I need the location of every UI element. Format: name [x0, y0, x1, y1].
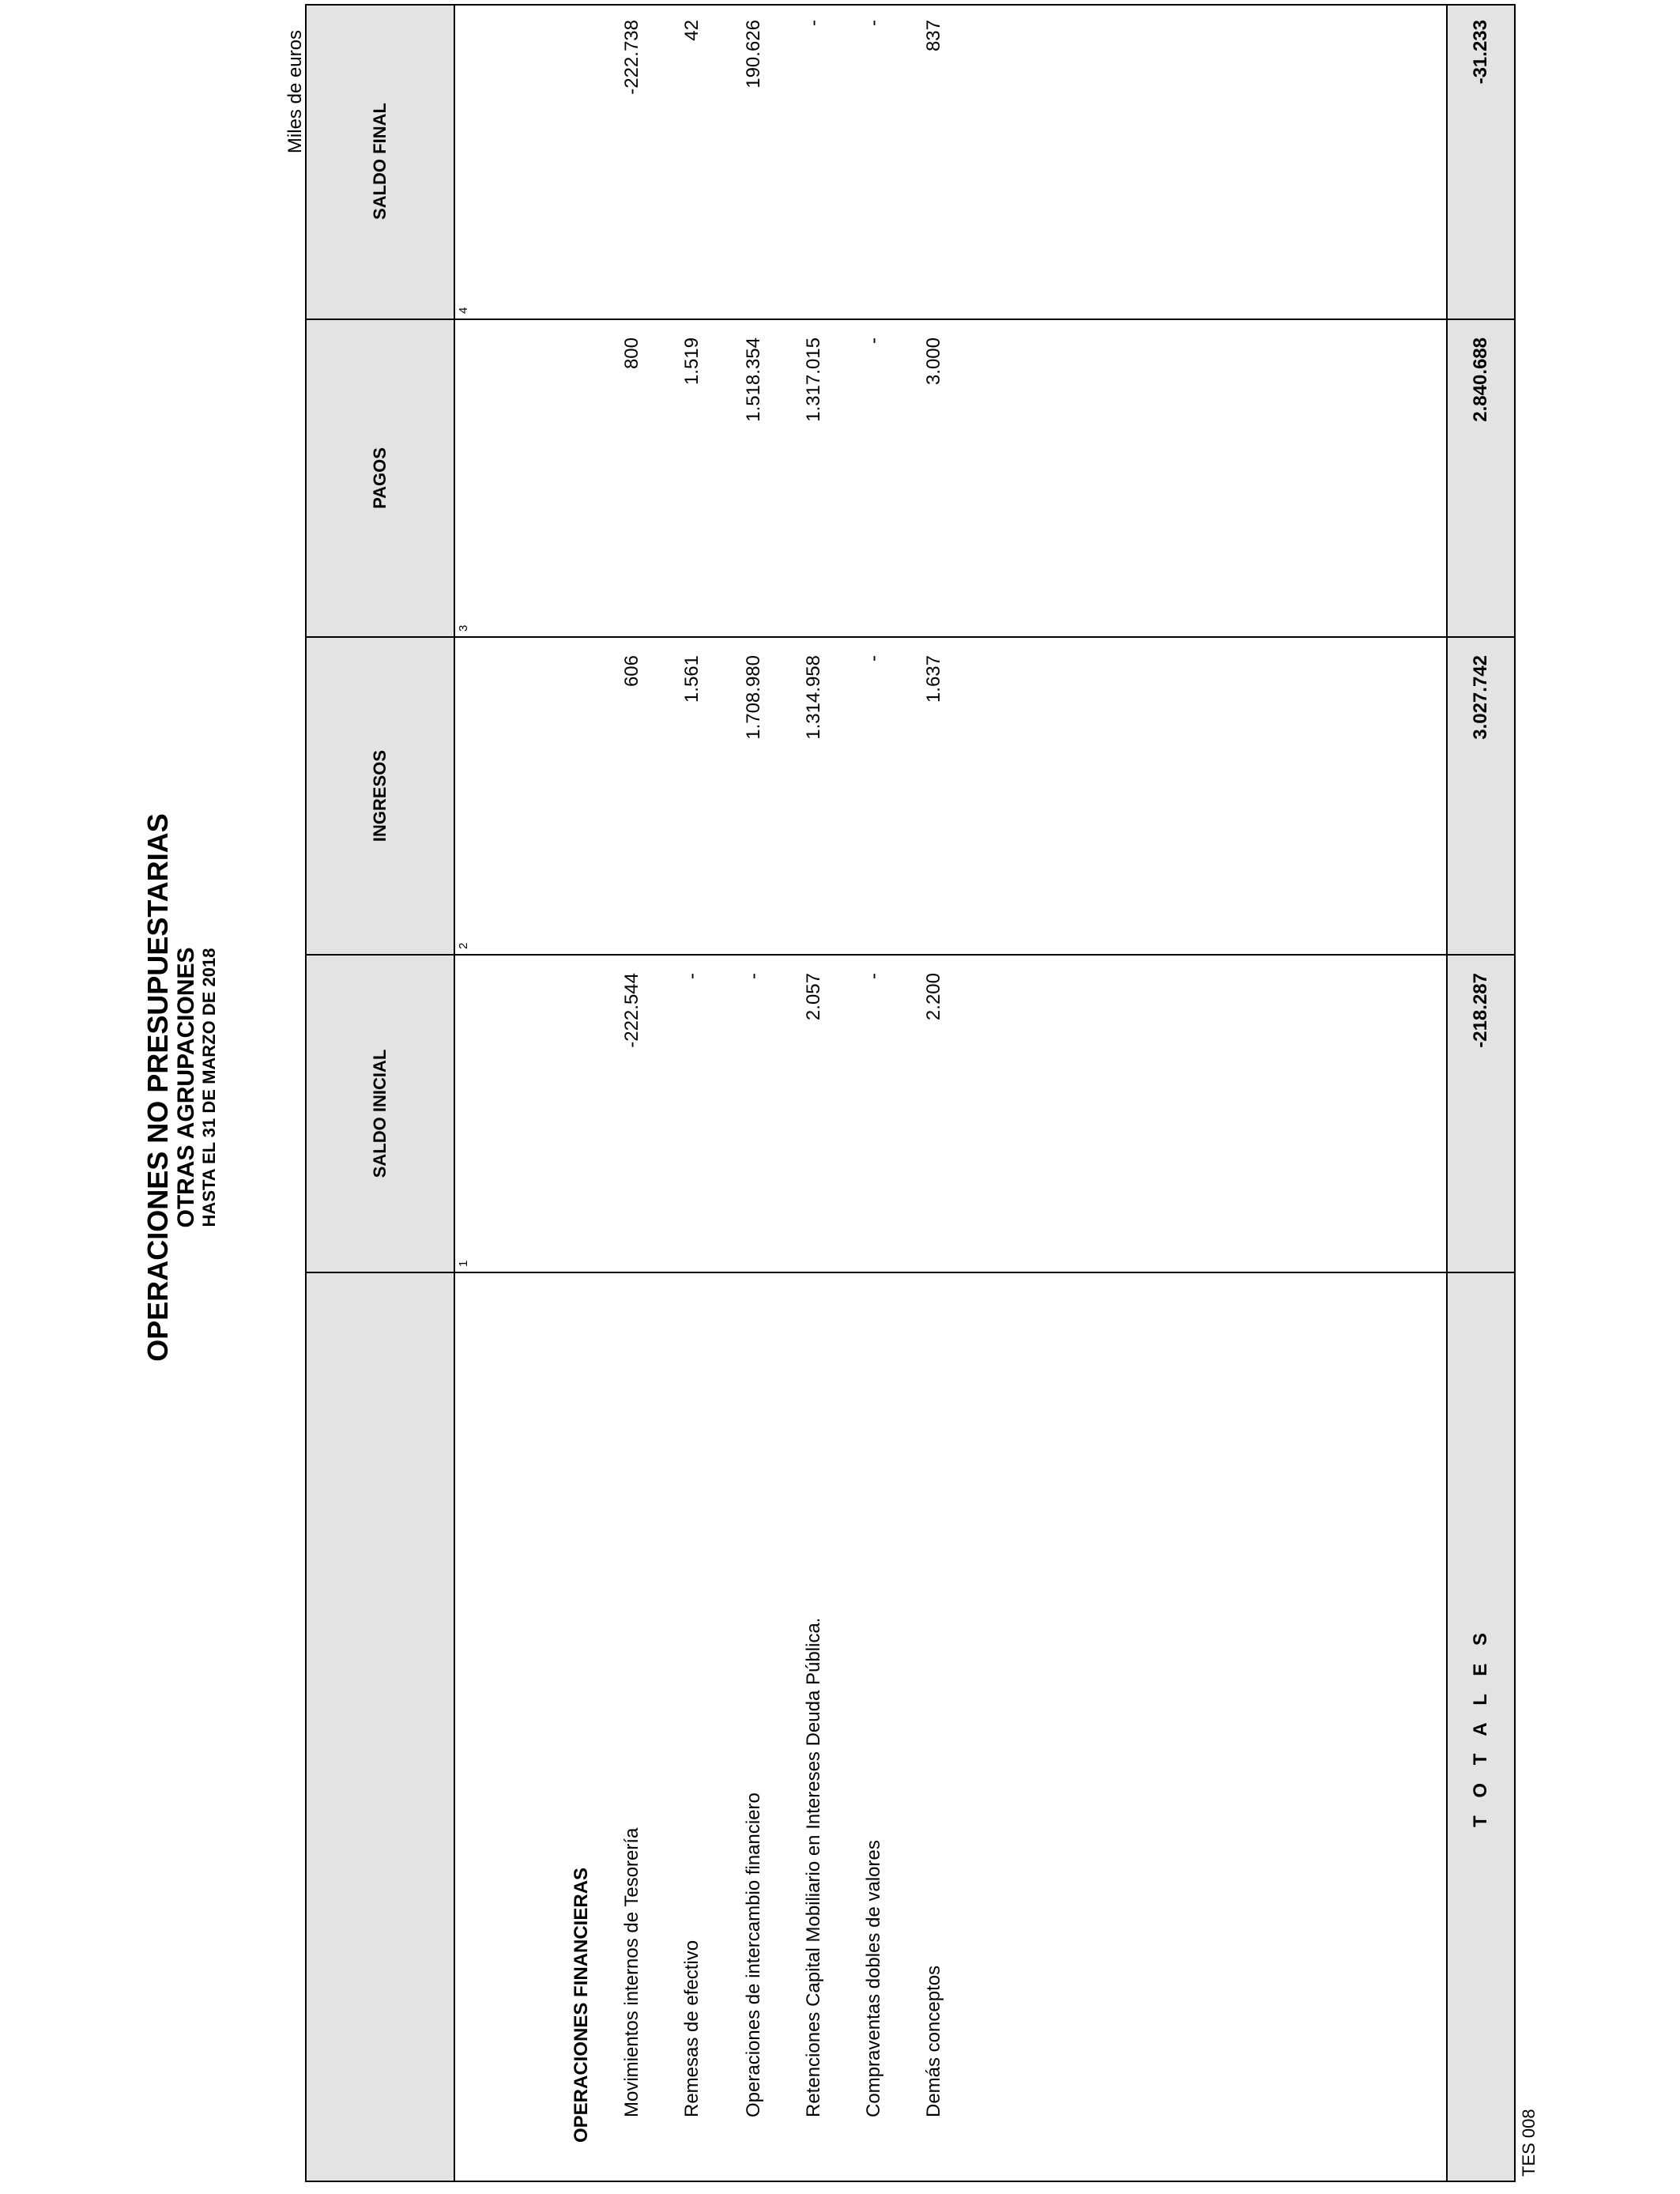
- row-label: Remesas de efectivo: [681, 1940, 703, 2117]
- cell-value: -: [681, 973, 703, 979]
- cell-value: -: [863, 655, 884, 662]
- total-saldo-final: -31.233: [1470, 20, 1491, 85]
- section-heading: OPERACIONES FINANCIERAS: [571, 1867, 592, 2143]
- date-line: HASTA EL 31 DE MARZO DE 2018: [199, 948, 219, 1227]
- cell-value: 1.561: [681, 655, 703, 703]
- total-ingresos: 3.027.742: [1470, 655, 1491, 740]
- row-label: Compraventas dobles de valores: [863, 1840, 884, 2117]
- cell-value: 3.000: [923, 337, 944, 386]
- cell-value: -222.738: [621, 20, 642, 95]
- header-saldo-inicial: SALDO INICIAL: [370, 1049, 390, 1178]
- cell-value: 2.057: [803, 973, 824, 1021]
- column-divider: [307, 636, 1514, 638]
- operations-table: [305, 4, 1516, 2182]
- row-label: Demás conceptos: [923, 1965, 944, 2117]
- unit-label: Miles de euros: [284, 30, 306, 154]
- cell-value: -: [863, 20, 884, 26]
- cell-value: -222.544: [621, 973, 642, 1048]
- cell-value: -: [863, 337, 884, 344]
- column-number: 2: [457, 942, 470, 949]
- total-pagos: 2.840.688: [1470, 337, 1491, 422]
- cell-value: -: [743, 973, 764, 979]
- total-saldo-inicial: -218.287: [1470, 973, 1491, 1048]
- cell-value: 1.708.980: [743, 655, 764, 740]
- cell-value: 837: [923, 20, 944, 52]
- cell-value: 42: [681, 20, 703, 41]
- cell-value: -: [803, 20, 824, 26]
- cell-value: -: [863, 973, 884, 979]
- cell-value: 1.518.354: [743, 337, 764, 422]
- cell-value: 1.637: [923, 655, 944, 703]
- row-label: Operaciones de intercambio financiero: [743, 1793, 764, 2117]
- column-number: 1: [457, 1260, 470, 1267]
- header-ingresos: INGRESOS: [370, 749, 390, 843]
- page-subtitle: OTRAS AGRUPACIONES: [173, 947, 199, 1228]
- doc-code: TES 008: [1519, 2109, 1539, 2177]
- title-block: [142, 771, 220, 1404]
- cell-value: 190.626: [743, 20, 764, 89]
- cell-value: 1.317.015: [803, 337, 824, 422]
- column-number: 4: [457, 307, 470, 314]
- cell-value: 1.519: [681, 337, 703, 386]
- row-label: Movimientos internos de Tesorería: [621, 1827, 642, 2117]
- cell-value: 800: [621, 337, 642, 370]
- header-pagos: PAGOS: [370, 447, 390, 509]
- totals-label: T O T A L E S: [1470, 1627, 1491, 1827]
- cell-value: 1.314.958: [803, 655, 824, 740]
- column-divider: [307, 954, 1514, 956]
- page-title: OPERACIONES NO PRESUPUESTARIAS: [141, 813, 174, 1362]
- cell-value: 606: [621, 655, 642, 688]
- cell-value: 2.200: [923, 973, 944, 1021]
- column-number: 3: [457, 624, 470, 631]
- row-label: Retenciones Capital Mobiliario en Intereses Deuda Pública.: [803, 1617, 824, 2117]
- header-saldo-final: SALDO FINAL: [370, 103, 390, 220]
- column-divider: [307, 1272, 1514, 1273]
- column-divider: [307, 319, 1514, 320]
